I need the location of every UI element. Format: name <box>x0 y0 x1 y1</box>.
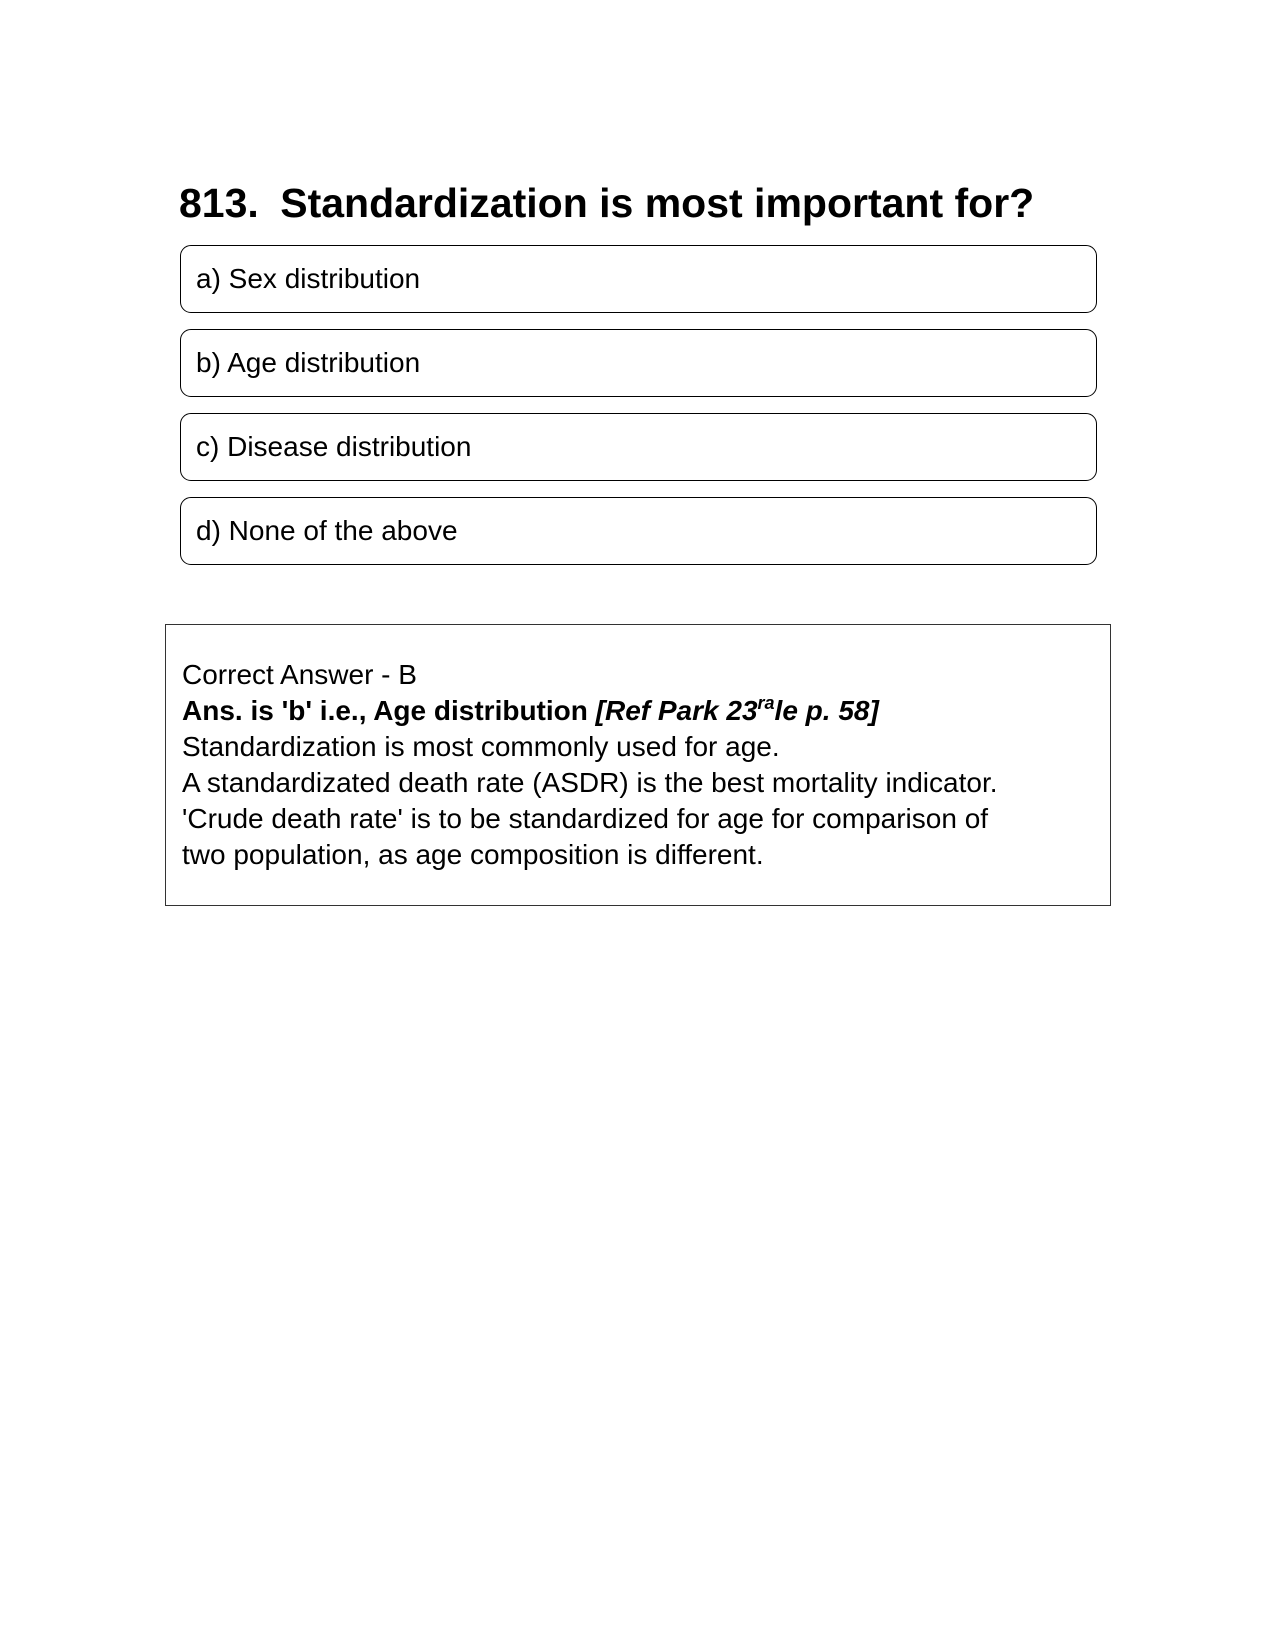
reference <box>596 695 879 726</box>
reference-suffix: le p. 58] <box>774 695 879 726</box>
explanation-line-2: A standardizated death rate (ASDR) is the best mortality indicator. <box>182 767 998 798</box>
explanation-line-3: 'Crude death rate' is to be standardized for age for comparison of <box>182 803 989 834</box>
answer-explanation-box <box>165 624 1111 906</box>
question-number: 813. <box>179 180 259 226</box>
option-a[interactable] <box>180 245 1097 313</box>
explanation-line-1: Standardization is most commonly used for age. <box>182 731 780 762</box>
answer-summary-line <box>182 693 1110 729</box>
options-list <box>180 245 1097 581</box>
reference-superscript: ra <box>757 693 775 713</box>
explanation-line-4: two population, as age composition is different. <box>182 839 764 870</box>
question-heading <box>179 178 1099 228</box>
option-c-label: c) Disease distribution <box>196 431 472 462</box>
correct-answer-line: Correct Answer - B <box>182 659 417 690</box>
option-b[interactable] <box>180 329 1097 397</box>
answer-summary: Ans. is 'b' i.e., Age distribution <box>182 695 588 726</box>
option-b-label: b) Age distribution <box>196 347 421 378</box>
option-c[interactable] <box>180 413 1097 481</box>
option-a-label: a) Sex distribution <box>196 263 421 294</box>
option-d-label: d) None of the above <box>196 515 458 546</box>
reference-prefix: [Ref Park 23 <box>595 695 758 726</box>
option-d[interactable] <box>180 497 1097 565</box>
question-text: Standardization is most important for? <box>280 180 1035 226</box>
